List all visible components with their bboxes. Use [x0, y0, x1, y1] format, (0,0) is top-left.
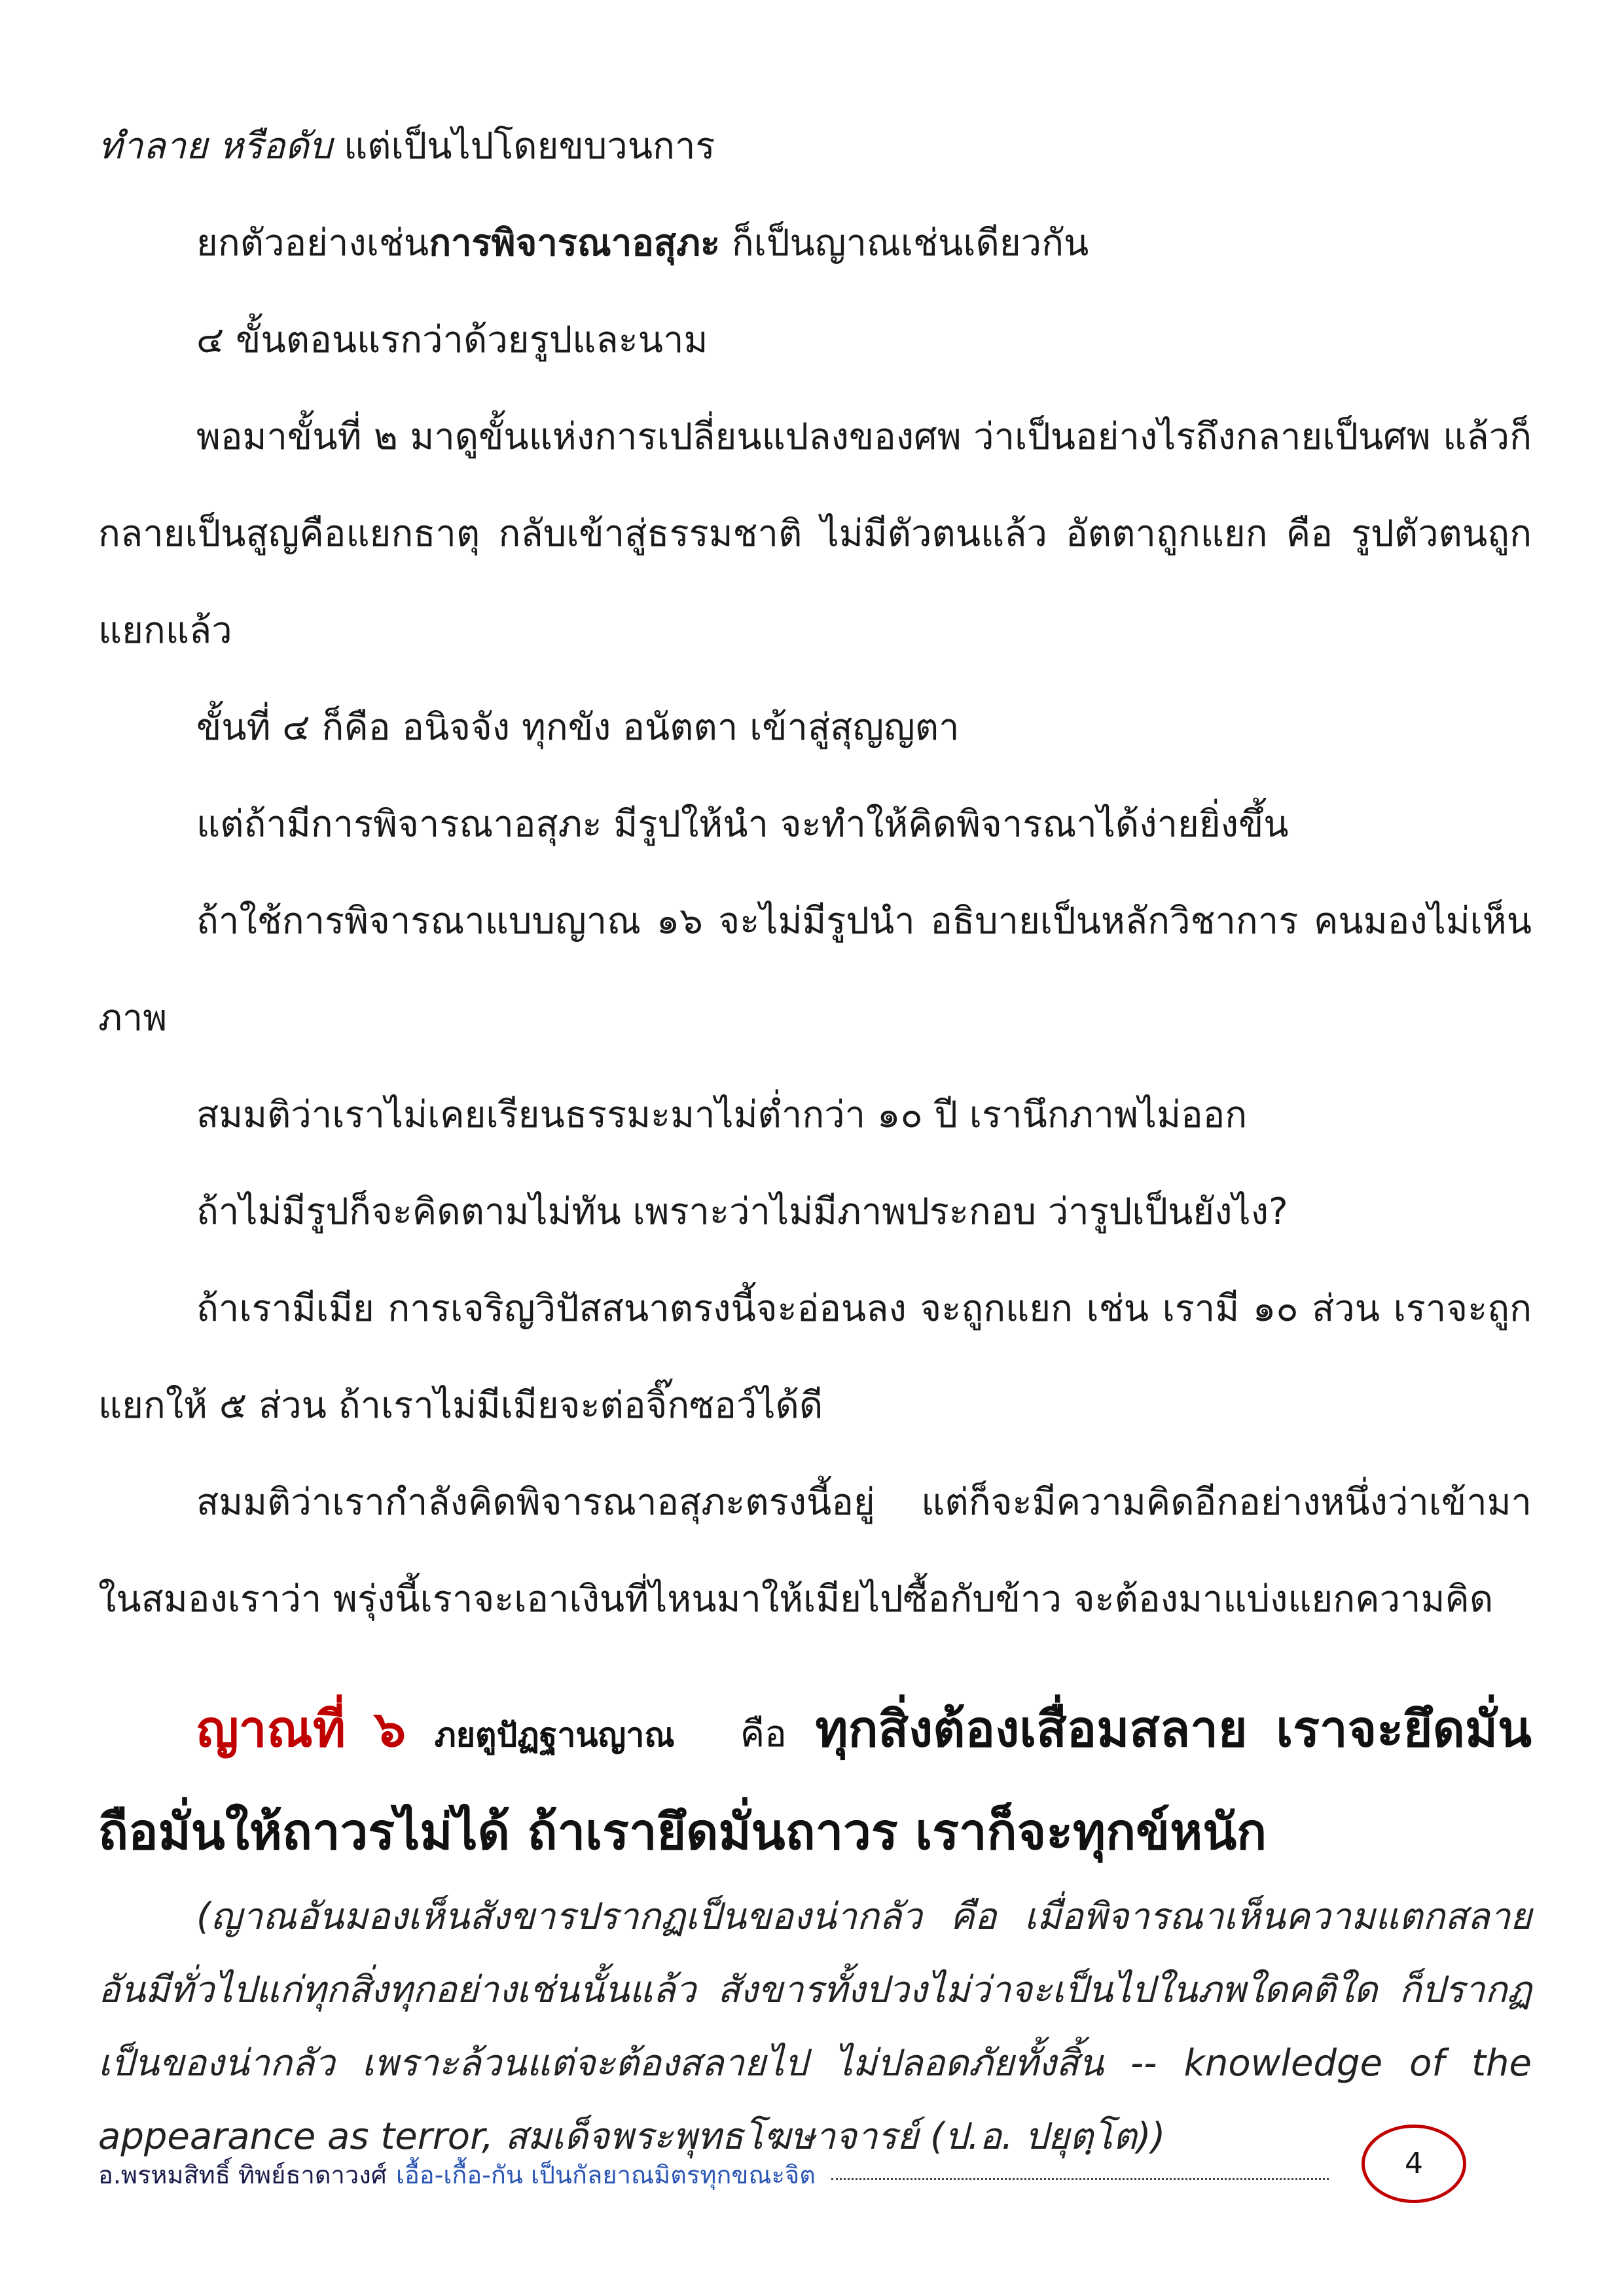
page-number-circle	[1362, 2125, 1466, 2203]
paragraph-6: แต่ถ้ามีการพิจารณาอสุภะ มีรูปให้นำ จะทำให้คิดพิจารณาได้ง่ายยิ่งขึ้น	[196, 803, 1289, 846]
paragraph-10: ถ้าเรามีเมีย การเจริญวิปัสสนาตรงนี้จะอ่อนลง จะถูกแยก เช่น เรามี ๑๐ ส่วน เราจะถูกแยกให้ ๕ ส่วน ถ้าเราไม่มีเมียจะต่อจิ๊กซอว์ได้ดี	[98, 1287, 1532, 1427]
paragraph-9: ถ้าไม่มีรูปก็จะคิดตามไม่ทัน เพราะว่าไม่มีภาพประกอบ ว่ารูปเป็นยังไง?	[196, 1191, 1288, 1233]
paragraph-2-post: ก็เป็นญาณเช่นเดียวกัน	[720, 222, 1089, 264]
heading-statement: ทุกสิ่งต้องเสื่อมสลาย เราจะยึดมั่นถือมั่นให้ถาวรไม่ได้ ถ้าเรายึดมั่นถาวร เราก็จะทุกข์หนัก	[98, 1700, 1532, 1861]
document-body	[98, 98, 1532, 2174]
page-number: 4	[1405, 2147, 1423, 2180]
paragraph-5: ขั้นที่ ๔ ก็คือ อนิจจัง ทุกขัง อนัตตา เข้าสู่สุญญตา	[196, 706, 960, 749]
page-footer	[98, 2125, 1532, 2210]
definition-quote: (ญาณอันมองเห็นสังขารปรากฏเป็นของน่ากลัว คือ เมื่อพิจารณาเห็นความแตกสลายอันมีทั่วไปแก่ทุกสิ่งทุกอย่างเช่นนั้นแล้ว สังขารทั้งปวงไม่ว่าจะเป็นไปในภพใดคติใด ก็ปรากฏเป็นของน่ากลัว เพราะล้วนแต่จะต้องสลายไป ไม่ปลอดภัยทั้งสิ้น -- knowledge of the appearance as terror, สมเด็จพระพุทธโฆษาจารย์ (ป.อ. ปยุตฺโต))	[98, 1895, 1532, 2158]
paragraph-11: สมมติว่าเรากำลังคิดพิจารณาอสุภะตรงนี้อยู่ แต่ก็จะมีความคิดอีกอย่างหนึ่งว่าเข้ามาในสมองเราว่า พรุ่งนี้เราจะเอาเงินที่ไหนมาให้เมียไปซื้อกับข้าว จะต้องมาแบ่งแยกความคิด	[98, 1481, 1532, 1621]
paragraph-2-pre: ยกตัวอย่างเช่น	[196, 222, 429, 264]
footer-author: อ.พรหมสิทธิ์ ทิพย์ธาดาวงศ์	[98, 2161, 387, 2189]
paragraph-1	[98, 98, 1532, 195]
footer-dotted-divider	[831, 2178, 1329, 2180]
footer-slogan: เอื้อ-เกื้อ-กัน เป็นกัลยาณมิตรทุกขณะจิต	[396, 2161, 816, 2189]
paragraph-7: ถ้าใช้การพิจารณาแบบญาณ ๑๖ จะไม่มีรูปนำ อธิบายเป็นหลักวิชาการ คนมองไม่เห็นภาพ	[98, 900, 1532, 1039]
paragraph-1-text: แต่เป็นไปโดยขบวนการ	[332, 125, 715, 168]
paragraph-8: สมมติว่าเราไม่เคยเรียนธรรมะมาไม่ต่ำกว่า ๑๐ ปี เรานึกภาพไม่ออก	[196, 1094, 1248, 1136]
paragraph-2-bold: การพิจารณาอสุภะ	[429, 222, 721, 264]
heading-name: ภยตูปัฏฐานญาณ	[434, 1716, 675, 1754]
section-heading	[98, 1681, 1532, 1880]
paragraph-4: พอมาขั้นที่ ๒ มาดูขั้นแห่งการเปลี่ยนแปลงของศพ ว่าเป็นอย่างไรถึงกลายเป็นศพ แล้วก็กลายเป็นสูญคือแยกธาตุ กลับเข้าสู่ธรรมชาติ ไม่มีตัวตนแล้ว อัตตาถูกแยก คือ รูปตัวตนถูกแยกแล้ว	[98, 416, 1532, 652]
paragraph-3: ๔ ขั้นตอนแรกว่าด้วยรูปและนาม	[196, 319, 708, 361]
heading-connector: คือ	[740, 1713, 787, 1755]
paragraph-2	[98, 195, 1532, 292]
heading-label: ญาณที่ ๖	[196, 1700, 406, 1758]
paragraph-1-italic: ทำลาย หรือดับ	[98, 125, 333, 168]
